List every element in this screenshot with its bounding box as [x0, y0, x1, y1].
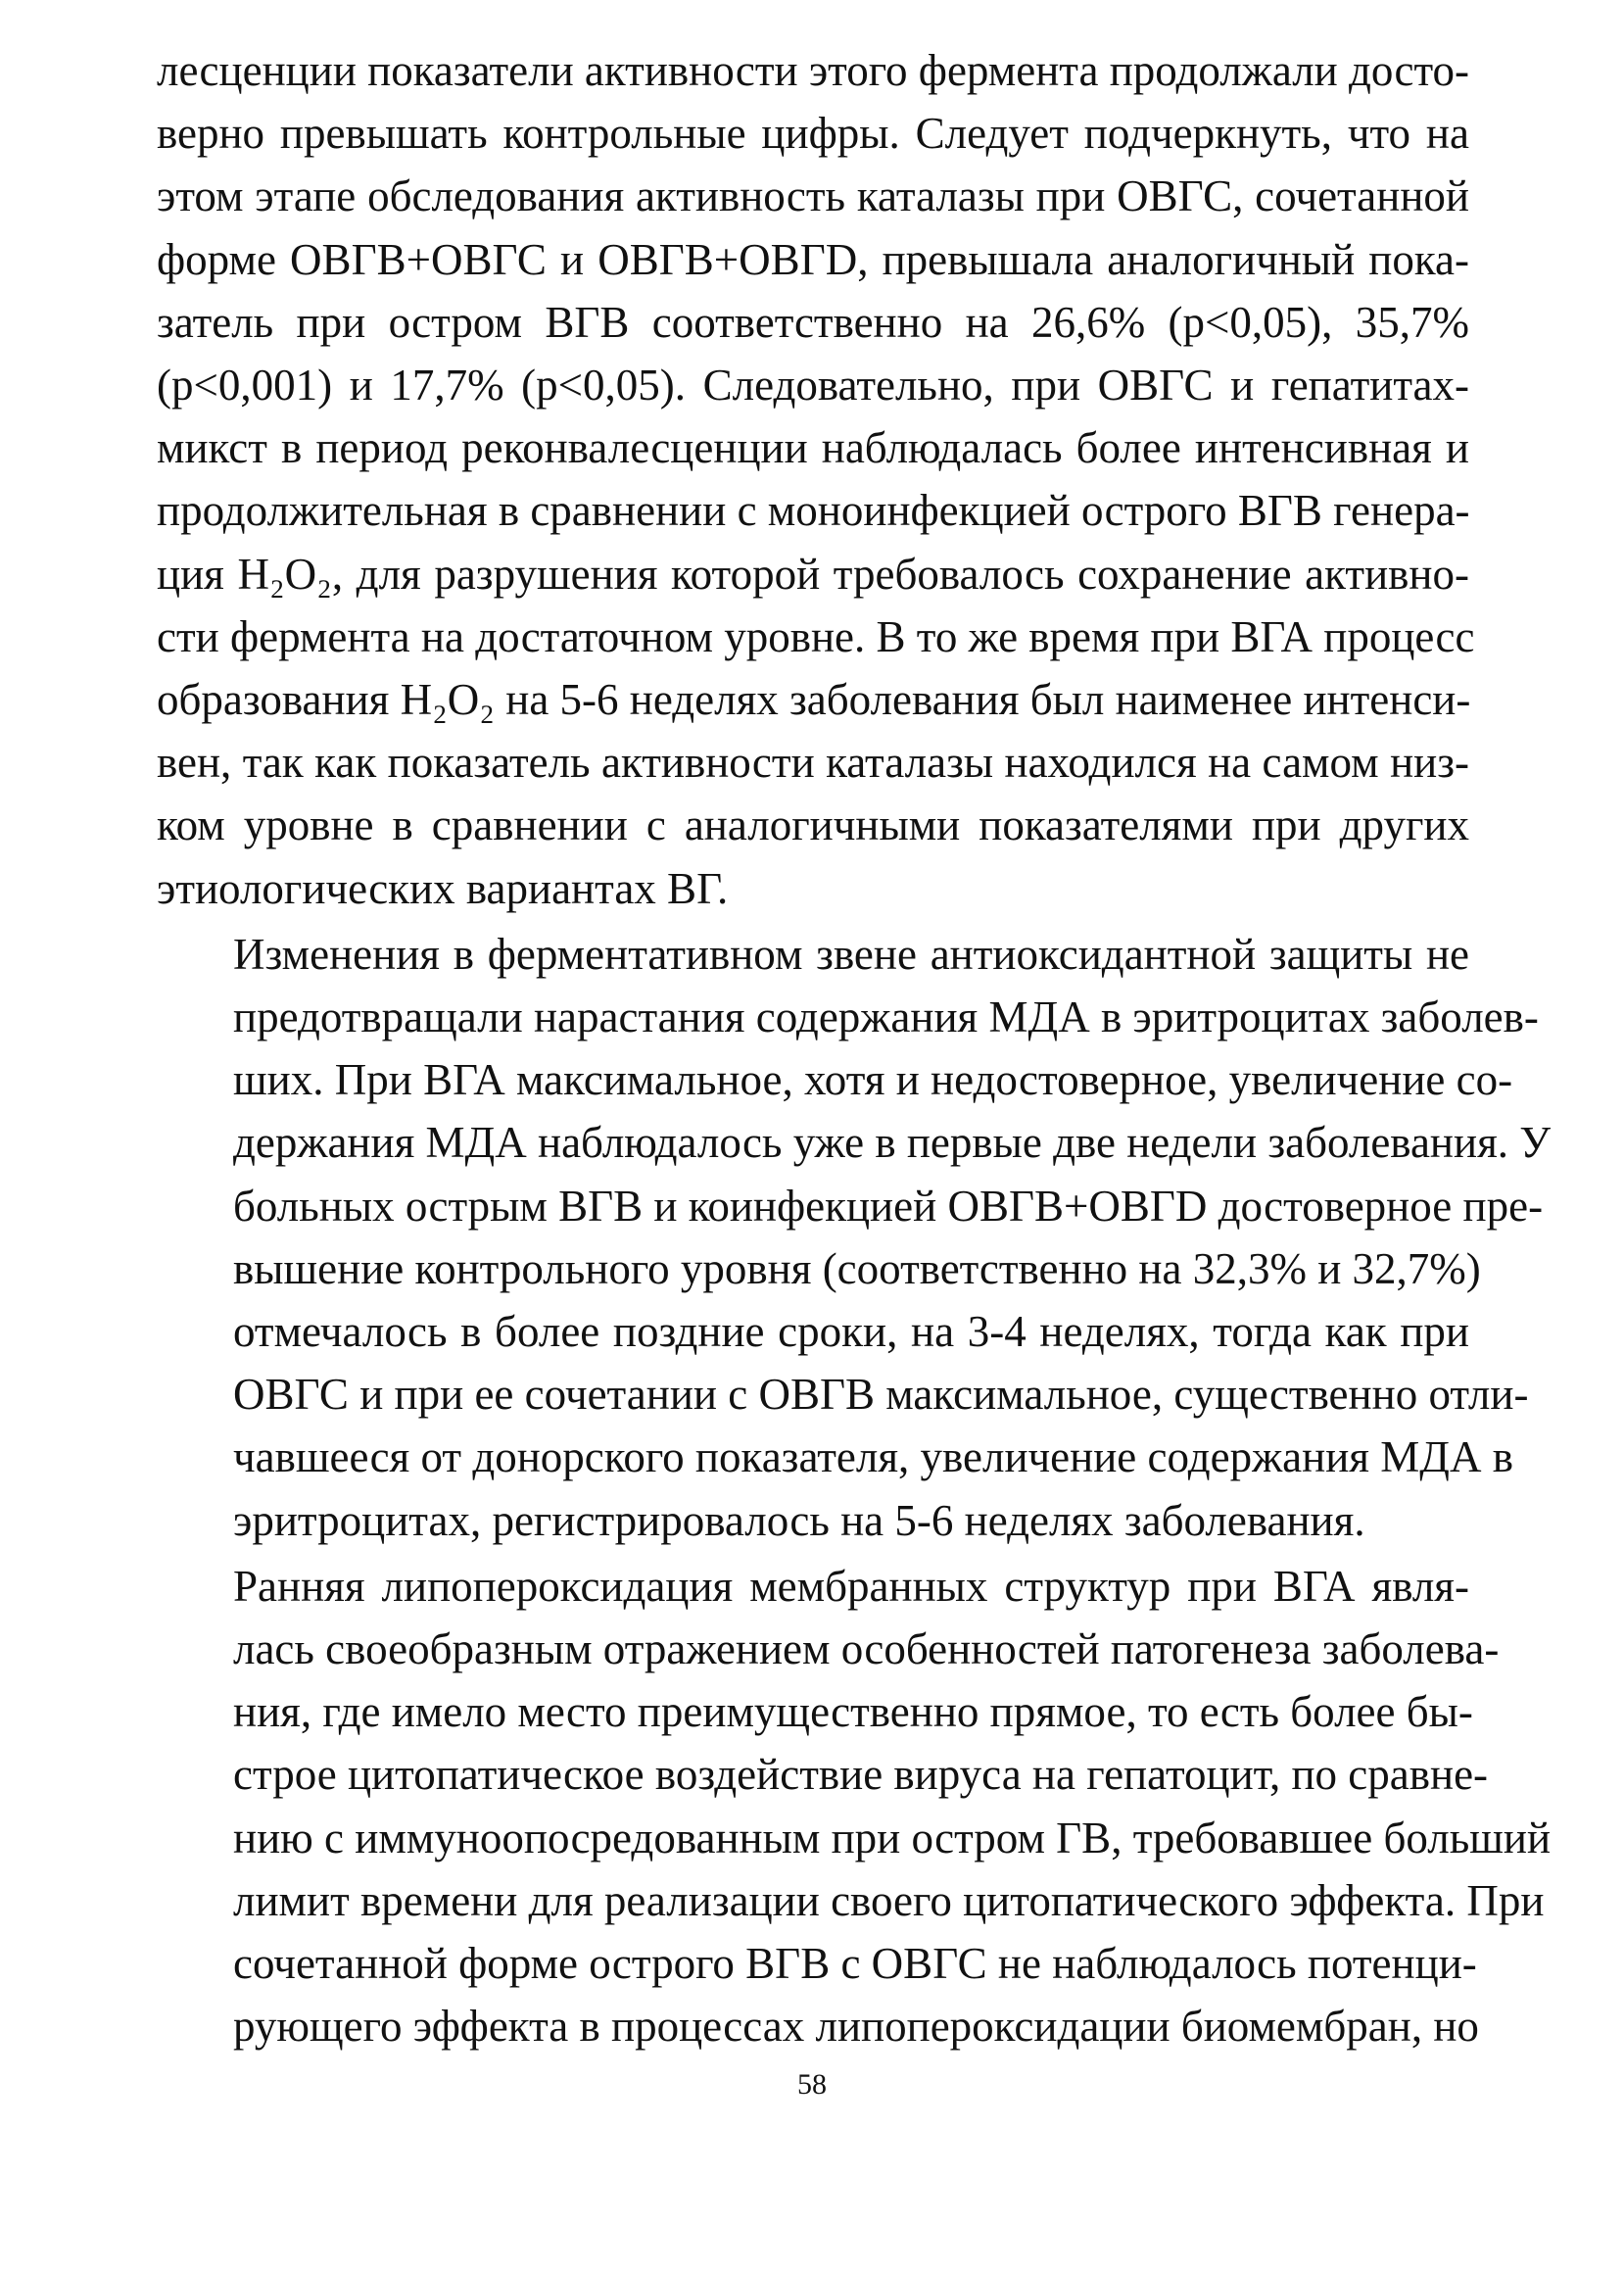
- paragraph-2: [157, 923, 1552, 1552]
- text-line: отмечалось в более поздние сроки, на 3-4 неделях, тогда как при: [233, 1307, 1469, 1357]
- text-line: предотвращали нарастания содержания МДА в эритроцитах заболев-: [233, 992, 1539, 1042]
- body-text: [157, 39, 1552, 2058]
- text-line: этом этапе обследования активность каталазы при ОВГС, сочетанной: [157, 171, 1469, 221]
- text-line: чавшееся от донорского показателя, увеличение содержания МДА в: [233, 1432, 1513, 1482]
- text-line: лимит времени для реализации своего цитопатического эффекта. При: [233, 1875, 1545, 1925]
- text-line: ших. При ВГА максимальное, хотя и недостоверное, увеличение со-: [233, 1055, 1513, 1105]
- paragraph-3: [157, 1555, 1552, 2058]
- text-line: больных острым ВГВ и коинфекцией ОВГВ+ОВГD достоверное пре-: [233, 1181, 1544, 1231]
- text-line: микст в период реконвалесценции наблюдалась более интенсивная и: [157, 423, 1469, 473]
- paragraph-1: [157, 39, 1475, 920]
- text-line: рующего эффекта в процессах липопероксидации биомембран, но: [233, 2002, 1479, 2052]
- text-line: Изменения в ферментативном звене антиоксидантной защиты не: [233, 929, 1469, 979]
- text-line: вен, так как показатель активности каталазы находился на самом низ-: [157, 738, 1469, 788]
- text-line: лась своеобразным отражением особенностей патогенеза заболева-: [233, 1624, 1500, 1674]
- text-line: лесценции показатели активности этого фермента продолжали досто-: [157, 46, 1470, 95]
- text-line: форме ОВГВ+ОВГС и ОВГВ+ОВГD, превышала аналогичный пока-: [157, 234, 1469, 284]
- text-line: сти фермента на достаточном уровне. В то же время при ВГА процесс: [157, 611, 1475, 661]
- text-line: верно превышать контрольные цифры. Следует подчеркнуть, что на: [157, 109, 1469, 159]
- text-line: ОВГС и при ее сочетании с ОВГВ максимальное, существенно отли-: [233, 1370, 1529, 1420]
- text-line: ция H₂O₂, для разрушения которой требовалось сохранение активно-: [157, 549, 1469, 599]
- text-line: нию с иммуноопосредованным при остром ГВ, требовавшее больший: [233, 1813, 1552, 1862]
- text-line: образования H₂O₂ на 5-6 неделях заболевания был наименее интенси-: [157, 675, 1471, 725]
- text-line: эритроцитах, регистрировалось на 5-6 неделях заболевания.: [233, 1495, 1365, 1545]
- text-line: Ранняя липопероксидация мембранных структур при ВГА явля-: [233, 1561, 1469, 1611]
- text-line: продолжительная в сравнении с моноинфекцией острого ВГВ генера-: [157, 486, 1470, 536]
- text-line: ния, где имело место преимущественно прямое, то есть более бы-: [233, 1687, 1473, 1737]
- text-line: держания МДА наблюдалось уже в первые две недели заболевания. У: [233, 1118, 1552, 1168]
- text-line: (р<0,001) и 17,7% (р<0,05). Следовательно, при ОВГС и гепатитах-: [157, 361, 1469, 411]
- text-line: вышение контрольного уровня (соответственно на 32,3% и 32,7%): [233, 1243, 1481, 1293]
- text-line: строе цитопатическое воздействие вируса на гепатоцит, по сравне-: [233, 1750, 1489, 1800]
- text-line: сочетанной форме острого ВГВ с ОВГС не наблюдалось потенци-: [233, 1939, 1477, 1989]
- text-line: этиологических вариантах ВГ.: [157, 863, 729, 913]
- text-line: затель при остром ВГВ соответственно на 26,6% (р<0,05), 35,7%: [157, 297, 1469, 347]
- page-number: 58: [797, 2068, 827, 2101]
- text-line: ком уровне в сравнении с аналогичными показателями при других: [157, 800, 1469, 850]
